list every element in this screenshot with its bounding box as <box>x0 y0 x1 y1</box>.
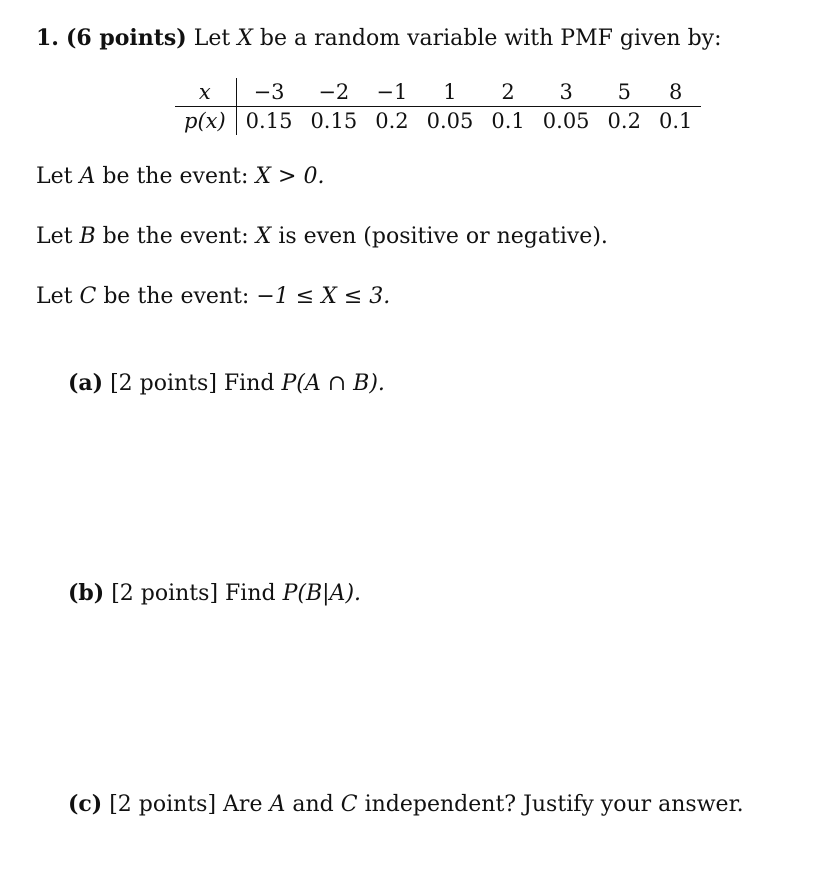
event-c-pre: Let <box>36 284 73 309</box>
pmf-p-value: 0.15 <box>245 109 293 133</box>
event-b-mid: be the event: <box>102 224 249 249</box>
question-a-math: P(A ∩ B). <box>281 371 385 396</box>
event-a-def: X > 0. <box>255 164 325 189</box>
pmf-table <box>175 78 701 135</box>
pmf-x-row <box>175 78 701 107</box>
event-b-pre: Let <box>36 224 73 249</box>
pmf-x-value: 8 <box>650 78 701 107</box>
pmf-x-value: 5 <box>599 78 650 107</box>
event-c-mid: be the event: <box>103 284 250 309</box>
pmf-p-value: 0.1 <box>658 109 693 133</box>
question-c-points: [2 points] <box>109 792 217 817</box>
event-a-var: A <box>79 164 96 189</box>
pmf-x-value: −1 <box>366 78 417 107</box>
pmf-p-value: 0.2 <box>607 109 641 133</box>
event-c-def: −1 ≤ X ≤ 3. <box>256 284 391 309</box>
event-c-var: C <box>79 284 97 309</box>
question-b <box>68 579 361 608</box>
question-c-text-2: and <box>292 792 334 817</box>
problem-points: (6 points) <box>65 25 187 51</box>
question-a <box>68 369 385 398</box>
question-b-label: (b) <box>68 580 105 606</box>
question-b-text: Find <box>225 581 276 606</box>
question-c-var-2: C <box>340 792 358 817</box>
event-b-def-var: X <box>255 224 272 249</box>
pmf-p-value: 0.15 <box>310 109 358 133</box>
pmf-p-label: p(x) <box>175 107 236 136</box>
pmf-x-label: x <box>175 78 236 107</box>
event-a-pre: Let <box>36 164 73 189</box>
question-c-text-3: independent? Justify your answer. <box>364 792 744 817</box>
question-a-points: [2 points] <box>110 371 217 396</box>
pmf-p-value: 0.1 <box>491 109 525 133</box>
pmf-x-value: 2 <box>482 78 533 107</box>
intro-pre: Let <box>193 26 231 51</box>
question-b-points: [2 points] <box>111 581 219 606</box>
problem-number: 1. <box>36 25 59 51</box>
event-b-def: is even (positive or negative). <box>278 224 608 249</box>
pmf-x-value: 1 <box>418 78 483 107</box>
pmf-p-value: 0.2 <box>375 109 409 133</box>
pmf-p-value: 0.05 <box>542 109 590 133</box>
pmf-x-value: 3 <box>534 78 599 107</box>
question-c-var-1: A <box>269 792 286 817</box>
question-c-text-1: Are <box>223 792 263 817</box>
intro-post: be a random variable with PMF given by: <box>259 26 722 51</box>
question-a-label: (a) <box>68 370 104 396</box>
pmf-p-value: 0.05 <box>426 109 474 133</box>
event-a-mid: be the event: <box>102 164 249 189</box>
event-c-definition <box>36 283 390 311</box>
question-b-math: P(B|A). <box>282 581 362 606</box>
event-a-definition <box>36 163 324 191</box>
question-c <box>68 790 744 819</box>
problem-header <box>36 24 722 53</box>
question-c-label: (c) <box>68 791 103 817</box>
pmf-p-row <box>175 107 701 136</box>
event-b-definition <box>36 223 608 251</box>
pmf-x-value: −3 <box>236 78 301 107</box>
question-a-text: Find <box>223 371 275 396</box>
event-b-var: B <box>79 224 96 249</box>
pmf-x-value: −2 <box>301 78 366 107</box>
intro-var: X <box>237 26 253 51</box>
